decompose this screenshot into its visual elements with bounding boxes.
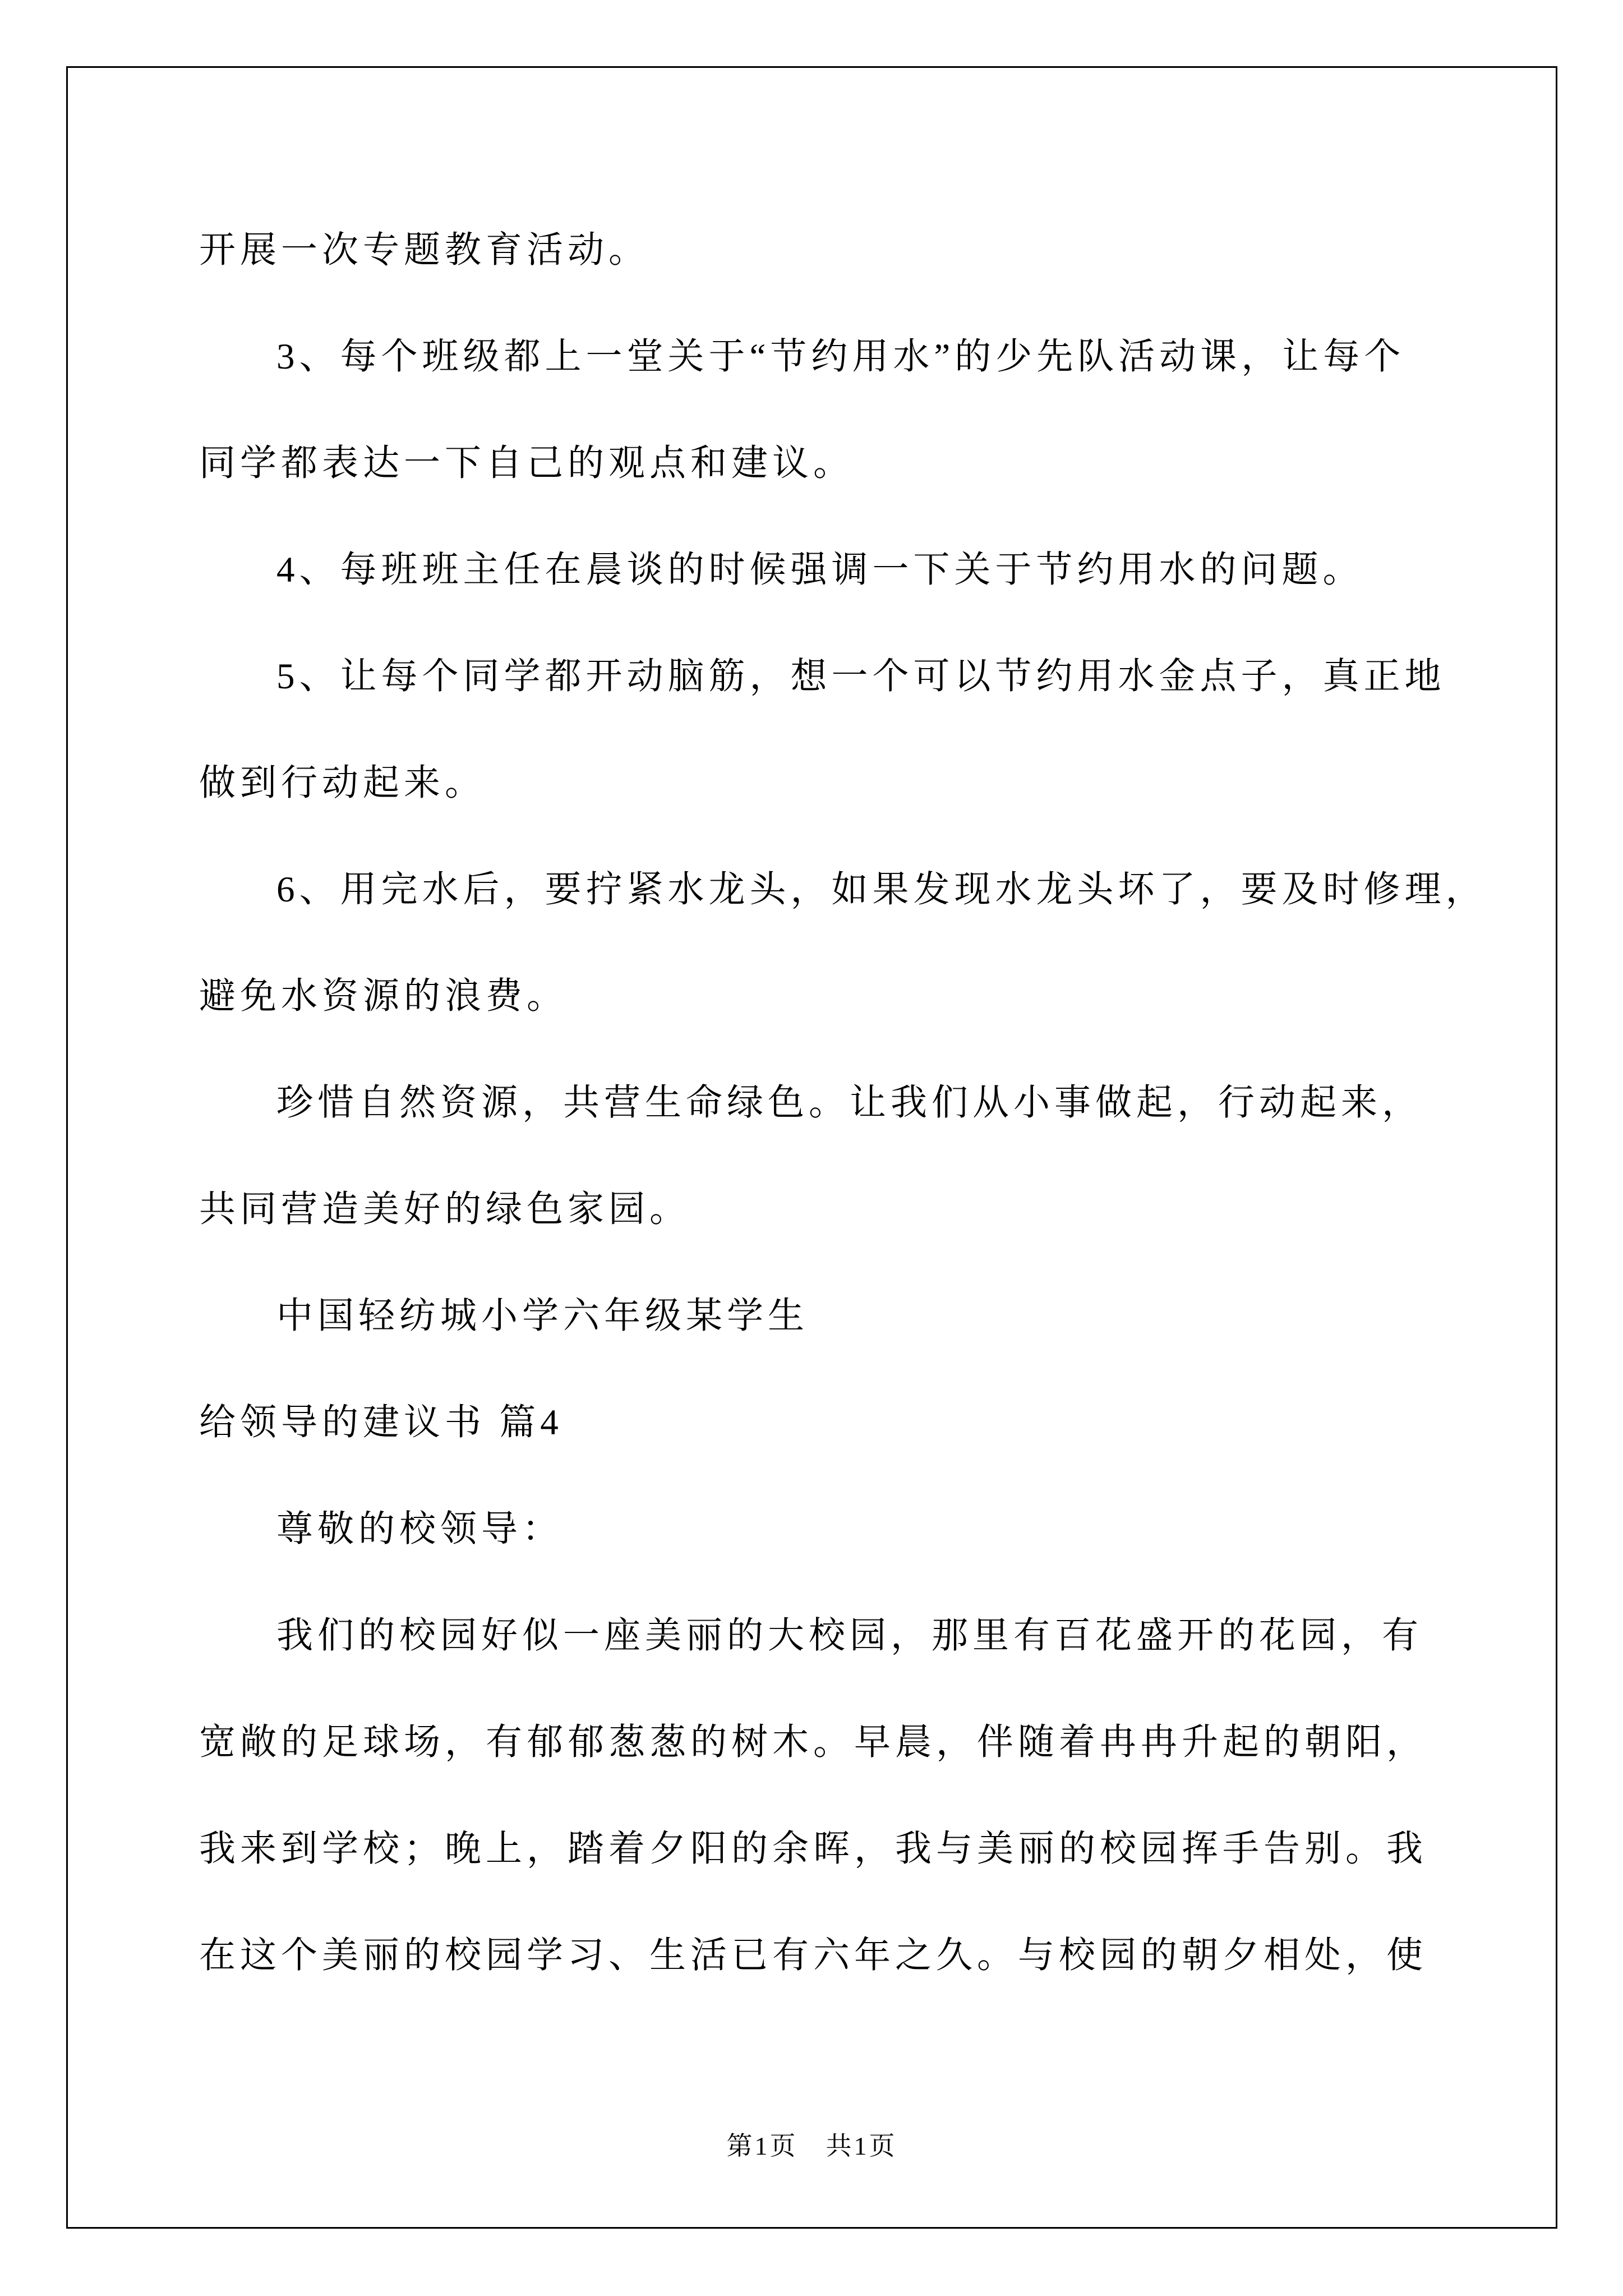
- text-line: 5、让每个同学都开动脑筋，想一个可以节约用水金点子，真正地: [276, 656, 1446, 697]
- text-line: 在这个美丽的校园学习、生活已有六年之久。与校园的朝夕相处，使: [199, 1935, 1428, 1976]
- text-line: 中国轻纺城小学六年级某学生: [276, 1296, 809, 1336]
- document-body: [199, 197, 1556, 2009]
- page-footer: 第1页 共1页: [726, 2132, 897, 2160]
- text-line: 开展一次专题教育活动。: [199, 230, 650, 270]
- text-line: 我们的校园好似一座美丽的大校园，那里有百花盛开的花园，有: [276, 1616, 1423, 1656]
- text-line: 4、每班班主任在晨谈的时候强调一下关于节约用水的问题。: [276, 550, 1364, 590]
- text-line: 尊敬的校领导：: [276, 1509, 564, 1549]
- text-line: 共同营造美好的绿色家园。: [199, 1189, 691, 1230]
- text-line: 给领导的建议书 篇4: [199, 1402, 563, 1443]
- text-line: 同学都表达一下自己的观点和建议。: [199, 443, 855, 484]
- text-line: 宽敞的足球场，有郁郁葱葱的树木。早晨，伴随着冉冉升起的朝阳，: [199, 1722, 1428, 1763]
- text-line: 6、用完水后，要拧紧水龙头，如果发现水龙头坏了，要及时修理，: [276, 869, 1487, 910]
- text-line: 珍惜自然资源，共营生命绿色。让我们从小事做起，行动起来，: [276, 1083, 1423, 1123]
- text-line: 做到行动起来。: [199, 763, 486, 803]
- text-line: 3、每个班级都上一堂关于“节约用水”的少先队活动课，让每个: [276, 337, 1405, 377]
- text-line: 避免水资源的浪费。: [199, 976, 568, 1016]
- text-line: 我来到学校；晚上，踏着夕阳的余晖，我与美丽的校园挥手告别。我: [199, 1829, 1428, 1869]
